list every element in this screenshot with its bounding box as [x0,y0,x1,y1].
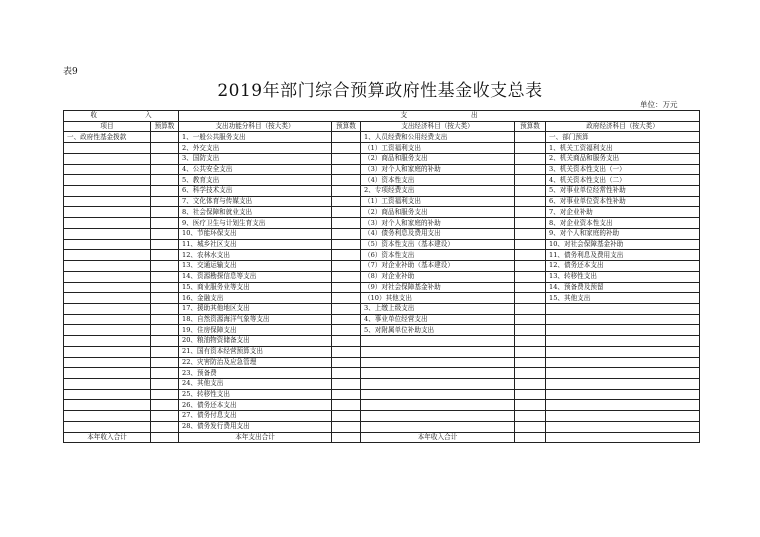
function-budget-cell [332,400,361,411]
econ-total-value [515,432,546,443]
col-header-economic: 支出经济科目（按大类） [361,121,515,132]
income-item-cell [64,271,151,282]
table-row [64,153,700,164]
function-item-cell: 8、社会保障和就业支出 [179,207,332,218]
function-budget-cell [332,186,361,197]
income-budget-cell [151,346,179,357]
table-row [64,368,700,379]
income-budget-cell [151,175,179,186]
function-budget-cell [332,143,361,154]
income-item-cell [64,153,151,164]
function-budget-cell [332,336,361,347]
income-group-header [64,111,179,122]
income-budget-cell [151,164,179,175]
income-item-cell [64,303,151,314]
economic-budget-cell [515,186,546,197]
income-budget-cell [151,368,179,379]
income-budget-cell [151,186,179,197]
function-item-cell: 24、其他支出 [179,378,332,389]
economic-item-cell: 3、上缴上级支出 [361,303,515,314]
economic-budget-cell [515,336,546,347]
income-item-cell [64,325,151,336]
function-item-cell: 26、债务还本支出 [179,400,332,411]
income-budget-cell [151,250,179,261]
function-budget-cell [332,218,361,229]
gov-economic-item-cell [546,325,700,336]
function-item-cell: 1、一般公共服务支出 [179,132,332,143]
economic-budget-cell [515,196,546,207]
economic-item-cell: 5、对附属单位补助支出 [361,325,515,336]
income-item-cell [64,164,151,175]
table-row [64,357,700,368]
economic-budget-cell [515,378,546,389]
table-row [64,261,700,272]
function-budget-cell [332,314,361,325]
col-header-economic-budget: 预算数 [515,121,546,132]
economic-budget-cell [515,164,546,175]
function-item-cell: 14、资源勘探信息等支出 [179,271,332,282]
economic-budget-cell [515,271,546,282]
function-item-cell: 5、教育支出 [179,175,332,186]
economic-item-cell: （4）债务利息及费用支出 [361,228,515,239]
income-budget-cell [151,207,179,218]
table-row [64,336,700,347]
income-budget-cell [151,239,179,250]
income-budget-cell [151,271,179,282]
gov-economic-item-cell: 8、对企业资本性支出 [546,218,700,229]
gov-economic-item-cell: 3、机关资本性支出（一） [546,164,700,175]
gov-economic-item-cell [546,314,700,325]
income-item-cell [64,261,151,272]
table-row [64,346,700,357]
economic-item-cell [361,346,515,357]
gov-economic-item-cell: 11、债务利息及费用支出 [546,250,700,261]
economic-item-cell [361,368,515,379]
income-budget-cell [151,325,179,336]
group-header-row [64,111,700,122]
function-item-cell: 17、援助其他地区支出 [179,303,332,314]
function-budget-cell [332,164,361,175]
expense-char-1: 支 [400,111,408,120]
function-item-cell: 23、预备费 [179,368,332,379]
income-char-2: 入 [145,111,152,120]
economic-item-cell [361,411,515,422]
function-budget-cell [332,175,361,186]
gov-economic-item-cell [546,400,700,411]
income-budget-cell [151,196,179,207]
gov-econ-total [546,432,700,443]
economic-item-cell [361,336,515,347]
economic-budget-cell [515,357,546,368]
income-item-cell [64,228,151,239]
function-budget-cell [332,239,361,250]
income-budget-cell [151,261,179,272]
table-row [64,389,700,400]
gov-economic-item-cell [546,368,700,379]
income-item-cell [64,314,151,325]
function-budget-cell [332,303,361,314]
economic-item-cell: （9）对社会保障基金补助 [361,282,515,293]
economic-item-cell [361,421,515,432]
table-row [64,400,700,411]
economic-budget-cell [515,207,546,218]
function-budget-cell [332,346,361,357]
table-row [64,218,700,229]
income-budget-cell [151,389,179,400]
income-budget-cell [151,303,179,314]
income-item-cell [64,282,151,293]
income-budget-cell [151,153,179,164]
table-row [64,314,700,325]
function-budget-cell [332,368,361,379]
function-item-cell: 25、转移性支出 [179,389,332,400]
economic-item-cell: （1）工资福利支出 [361,196,515,207]
economic-item-cell: （2）商品和服务支出 [361,153,515,164]
table-row [64,175,700,186]
income-item-cell [64,357,151,368]
economic-budget-cell [515,293,546,304]
table-row [64,378,700,389]
economic-item-cell: （6）资本性支出 [361,250,515,261]
income-char-1: 收 [90,111,97,120]
function-item-cell: 13、交通运输支出 [179,261,332,272]
economic-budget-cell [515,175,546,186]
gov-economic-item-cell: 1、机关工资福利支出 [546,143,700,154]
economic-budget-cell [515,368,546,379]
gov-economic-item-cell [546,357,700,368]
economic-budget-cell [515,250,546,261]
table-row [64,186,700,197]
economic-budget-cell [515,228,546,239]
gov-economic-item-cell [546,389,700,400]
economic-budget-cell [515,218,546,229]
gov-economic-item-cell: 一、部门预算 [546,132,700,143]
function-item-cell: 16、金融支出 [179,293,332,304]
table-row [64,325,700,336]
table-row [64,303,700,314]
economic-budget-cell [515,346,546,357]
income-item-cell [64,336,151,347]
gov-economic-item-cell: 12、债务还本支出 [546,261,700,272]
function-budget-cell [332,293,361,304]
function-item-cell: 11、城乡社区支出 [179,239,332,250]
table-row [64,132,700,143]
economic-item-cell: （5）资本性支出（基本建设） [361,239,515,250]
table-number: 表9 [63,67,78,77]
table-row [64,250,700,261]
table-row [64,143,700,154]
income-item-cell [64,218,151,229]
income-item-cell [64,175,151,186]
function-item-cell: 6、科学技术支出 [179,186,332,197]
function-budget-cell [332,228,361,239]
gov-economic-item-cell: 13、转移性支出 [546,271,700,282]
unit-label: 单位：万元 [640,100,678,109]
gov-economic-item-cell: 15、其他支出 [546,293,700,304]
col-header-function: 支出功能分科目（按大类） [179,121,332,132]
income-budget-cell [151,293,179,304]
income-budget-cell [151,314,179,325]
economic-item-cell [361,357,515,368]
function-budget-cell [332,389,361,400]
economic-item-cell: （10）其他支出 [361,293,515,304]
econ-total-label: 本年收入合计 [361,432,515,443]
page-title: 2019年部门综合预算政府性基金收支总表 [217,81,543,101]
function-item-cell: 15、商业服务业等支出 [179,282,332,293]
gov-economic-item-cell: 10、对社会保障基金补助 [546,239,700,250]
budget-table [63,110,700,443]
gov-economic-item-cell [546,336,700,347]
gov-economic-item-cell [546,378,700,389]
function-budget-cell [332,250,361,261]
income-item-cell [64,411,151,422]
income-item-cell [64,239,151,250]
table-row [64,164,700,175]
income-budget-cell [151,378,179,389]
function-item-cell: 10、节能环保支出 [179,228,332,239]
income-item-cell [64,207,151,218]
function-budget-cell [332,271,361,282]
function-item-cell: 12、农林水支出 [179,250,332,261]
table-row [64,196,700,207]
expense-char-2: 出 [471,111,478,120]
totals-row [64,432,700,443]
economic-budget-cell [515,303,546,314]
table-row [64,411,700,422]
gov-economic-item-cell: 4、机关资本性支出（二） [546,175,700,186]
income-budget-cell [151,143,179,154]
function-item-cell: 7、文化体育与传媒支出 [179,196,332,207]
gov-economic-item-cell [546,421,700,432]
table-row [64,271,700,282]
gov-economic-item-cell: 6、对事业单位资本性补助 [546,196,700,207]
economic-item-cell: 2、专项经费支出 [361,186,515,197]
economic-item-cell: （2）商品和服务支出 [361,207,515,218]
income-budget-cell [151,411,179,422]
income-item-cell [64,389,151,400]
table-row [64,239,700,250]
table-row [64,293,700,304]
economic-item-cell: 1、人员经费和公用经费支出 [361,132,515,143]
function-budget-cell [332,378,361,389]
table-row [64,421,700,432]
income-budget-cell [151,282,179,293]
economic-budget-cell [515,325,546,336]
income-item-cell [64,293,151,304]
income-item-cell [64,186,151,197]
income-item-cell [64,378,151,389]
income-item-cell [64,250,151,261]
function-item-cell: 4、公共安全支出 [179,164,332,175]
income-total-value [151,432,179,443]
function-item-cell: 19、住房保障支出 [179,325,332,336]
economic-budget-cell [515,411,546,422]
income-budget-cell [151,228,179,239]
economic-item-cell [361,400,515,411]
economic-item-cell: （3）对个人和家庭的补助 [361,164,515,175]
income-total-label: 本年收入合计 [64,432,151,443]
gov-economic-item-cell [546,411,700,422]
income-item-cell [64,368,151,379]
income-budget-cell [151,421,179,432]
function-item-cell: 20、粮油物资储备支出 [179,336,332,347]
function-item-cell: 27、债务付息支出 [179,411,332,422]
function-budget-cell [332,421,361,432]
table-row [64,207,700,218]
col-header-gov-economic: 政府经济科目（按大类） [546,121,700,132]
function-item-cell: 3、国防支出 [179,153,332,164]
table-row [64,282,700,293]
expense-group-header [179,111,700,122]
expense-total-value [332,432,361,443]
economic-budget-cell [515,400,546,411]
gov-economic-item-cell [546,303,700,314]
economic-budget-cell [515,421,546,432]
function-item-cell: 22、灾害防治及应急管理 [179,357,332,368]
economic-budget-cell [515,239,546,250]
income-budget-cell [151,336,179,347]
function-item-cell: 28、债务发行费用支出 [179,421,332,432]
function-item-cell: 2、外交支出 [179,143,332,154]
function-budget-cell [332,325,361,336]
economic-item-cell [361,389,515,400]
income-budget-cell [151,218,179,229]
economic-item-cell: （3）对个人和家庭的补助 [361,218,515,229]
function-budget-cell [332,153,361,164]
economic-item-cell [361,378,515,389]
col-header-income-budget: 预算数 [151,121,179,132]
table-row [64,228,700,239]
gov-economic-item-cell: 14、预备费及预留 [546,282,700,293]
function-budget-cell [332,282,361,293]
function-budget-cell [332,261,361,272]
income-item-cell: 一、政府性基金拨款 [64,132,151,143]
income-budget-cell [151,132,179,143]
income-budget-cell [151,357,179,368]
function-budget-cell [332,411,361,422]
income-item-cell [64,346,151,357]
economic-item-cell: （7）对企业补助（基本建设） [361,261,515,272]
function-budget-cell [332,196,361,207]
col-header-item: 项目 [64,121,151,132]
function-budget-cell [332,132,361,143]
income-item-cell [64,400,151,411]
function-item-cell: 21、国有资本经营预算支出 [179,346,332,357]
economic-item-cell: （1）工资福利支出 [361,143,515,154]
economic-budget-cell [515,132,546,143]
economic-budget-cell [515,143,546,154]
expense-total-label: 本年支出合计 [179,432,332,443]
economic-budget-cell [515,282,546,293]
function-item-cell: 18、自然资源海洋气象等支出 [179,314,332,325]
function-budget-cell [332,207,361,218]
function-budget-cell [332,357,361,368]
column-header-row [64,121,700,132]
economic-item-cell: （8）对企业补助 [361,271,515,282]
income-budget-cell [151,400,179,411]
income-item-cell [64,143,151,154]
gov-economic-item-cell [546,346,700,357]
gov-economic-item-cell: 2、机关商品和服务支出 [546,153,700,164]
economic-budget-cell [515,389,546,400]
gov-economic-item-cell: 9、对个人和家庭的补助 [546,228,700,239]
income-item-cell [64,196,151,207]
economic-budget-cell [515,153,546,164]
gov-economic-item-cell: 7、对企业补助 [546,207,700,218]
economic-item-cell: （4）资本性支出 [361,175,515,186]
economic-budget-cell [515,314,546,325]
gov-economic-item-cell: 5、对事业单位经常性补助 [546,186,700,197]
function-item-cell: 9、医疗卫生与计划生育支出 [179,218,332,229]
economic-item-cell: 4、事业单位经营支出 [361,314,515,325]
col-header-function-budget: 预算数 [332,121,361,132]
economic-budget-cell [515,261,546,272]
income-item-cell [64,421,151,432]
